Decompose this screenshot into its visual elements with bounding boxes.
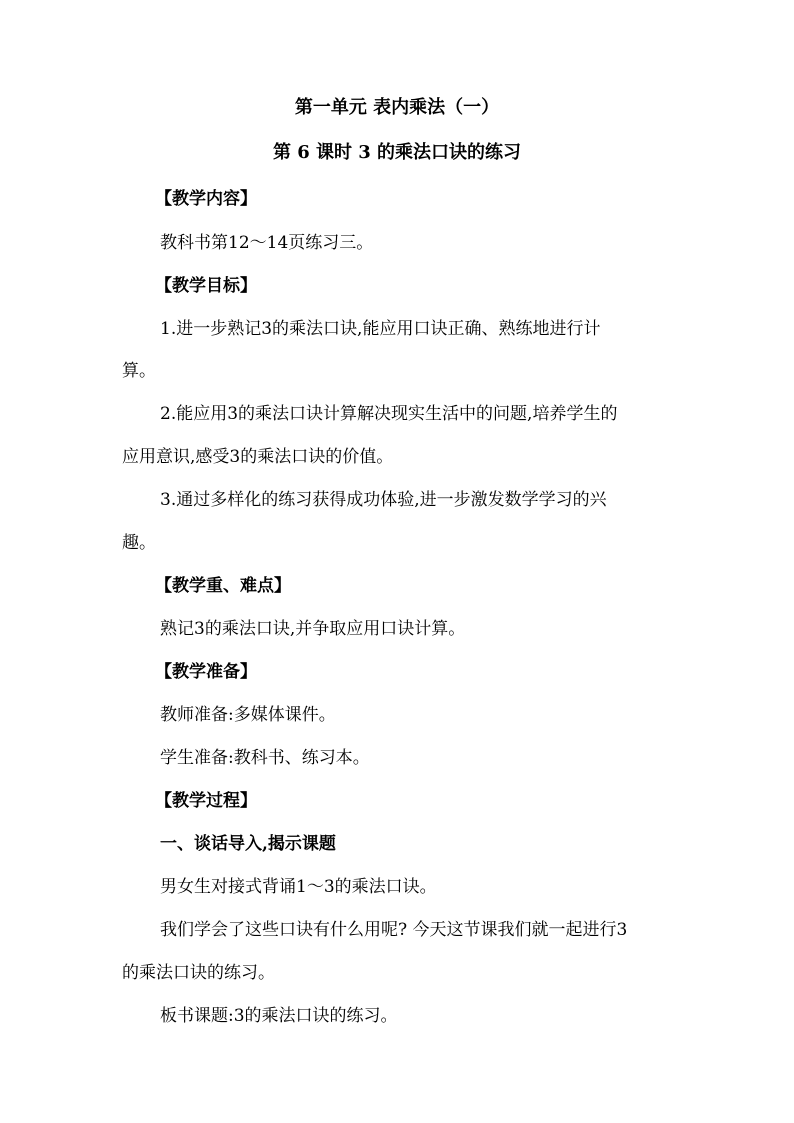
goal-1-line-1: 1.进一步熟记3的乘法口诀,能应用口诀正确、熟练地进行计 xyxy=(160,319,601,339)
content-text: 教科书第12～14页练习三。 xyxy=(160,233,374,253)
key-points-text: 熟记3的乘法口诀,并争取应用口诀计算。 xyxy=(160,619,466,639)
unit-title: 第一单元 表内乘法（一） xyxy=(294,97,500,118)
student-preparation: 学生准备:教科书、练习本。 xyxy=(160,748,370,768)
preparation-heading: 【教学准备】 xyxy=(155,662,257,682)
process-heading: 【教学过程】 xyxy=(155,791,257,811)
lesson-title: 第 6 课时 3 的乘法口诀的练习 xyxy=(272,142,522,163)
key-points-heading: 【教学重、难点】 xyxy=(155,576,291,596)
step-1-heading: 一、谈话导入,揭示课题 xyxy=(160,834,336,854)
goals-heading: 【教学目标】 xyxy=(155,276,257,296)
teacher-preparation: 教师准备:多媒体课件。 xyxy=(160,705,336,725)
step-1-paragraph-2-line-1: 我们学会了这些口诀有什么用呢? 今天这节课我们就一起进行3 xyxy=(160,920,628,940)
step-1-paragraph-3: 板书课题:3的乘法口诀的练习。 xyxy=(160,1006,398,1026)
content-heading: 【教学内容】 xyxy=(155,189,257,209)
goal-3-line-2: 趣。 xyxy=(122,533,156,553)
goal-2-line-1: 2.能应用3的乘法口诀计算解决现实生活中的问题,培养学生的 xyxy=(160,404,618,424)
step-1-paragraph-1: 男女生对接式背诵1～3的乘法口诀。 xyxy=(160,877,437,897)
goal-3-line-1: 3.通过多样化的练习获得成功体验,进一步激发数学学习的兴 xyxy=(160,490,607,510)
step-1-paragraph-2-line-2: 的乘法口诀的练习。 xyxy=(122,963,275,983)
goal-2-line-2: 应用意识,感受3的乘法口诀的价值。 xyxy=(122,447,394,467)
goal-1-line-2: 算。 xyxy=(122,361,156,381)
